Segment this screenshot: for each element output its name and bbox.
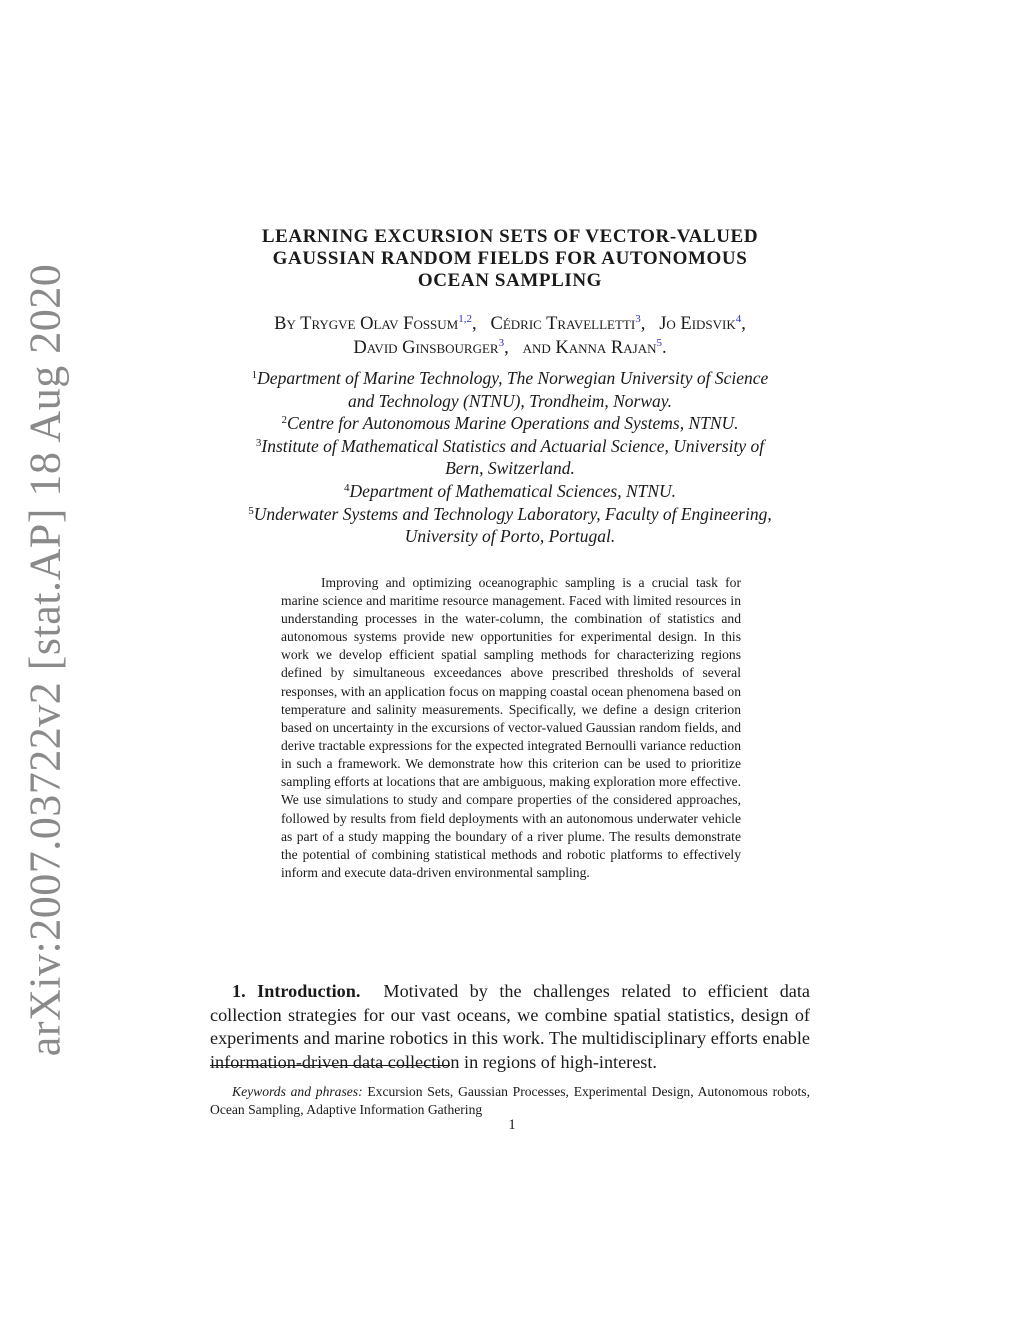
by-label: By [274,314,296,334]
affiliation-5-marker: 5 [248,504,254,517]
affiliation-3-marker: 3 [255,436,262,449]
title-line-2: GAUSSIAN RANDOM FIELDS FOR AUTONOMOUS [272,248,748,269]
author-travelletti-affil-ref[interactable]: 3 [635,313,641,325]
page-number: 1 [508,1117,516,1133]
affiliation-4-marker: 4 [343,481,350,494]
keywords-text: Excursion Sets, Gaussian Processes, Experimental Design, Autonomous robots, Ocean Sampling, Adaptive Information Gathering [210,1083,810,1117]
affiliation-3 [200,435,820,480]
affiliation-5-line-1: Underwater Systems and Technology Laboratory, Faculty of Engineering, [253,503,772,524]
affiliation-3-line-1: Institute of Mathematical Statistics and Actuarial Science, University of [261,435,765,456]
arxiv-identifier-stamp: arXiv:2007.03722v2 [stat.AP] 18 Aug 2020 [20,263,70,1057]
affiliation-4-line-1: Department of Mathematical Sciences, NTNU. [349,480,677,501]
affiliation-1-marker: 1 [251,369,258,381]
author-line-2: David Ginsbourger$^3$, and Kanna Rajan$^5$. [353,337,667,358]
footnote-rule [210,1065,450,1066]
affiliation-2-marker: 2 [281,414,287,427]
title-line-1: LEARNING EXCURSION SETS OF VECTOR-VALUED [261,226,759,247]
author-ginsbourger: David Ginsbourger [353,338,499,358]
author-travelletti: Cédric Travelletti [490,314,636,334]
introduction-paragraph [210,980,810,1074]
affiliation-4 [200,480,820,503]
author-rajan: Kanna Rajan [555,338,657,358]
affiliation-list [200,367,820,548]
affiliation-2 [200,412,820,435]
affiliation-1 [200,367,820,412]
author-eidsvik-affil-ref[interactable]: 4 [735,313,742,325]
author-ginsbourger-affil-ref[interactable]: 3 [498,337,505,349]
author-line-1: By Trygve Olav Fossum$^{1,2}$, Cédric Travelletti$^3$, Jo Eidsvik$^4$, [274,313,746,334]
and-label: and [522,338,551,358]
author-fossum-affil-ref[interactable]: 1,2 [458,313,472,325]
affiliation-3-line-2: Bern, Switzerland. [445,458,575,479]
title-line-3: OCEAN SAMPLING [417,270,603,291]
author-list [200,312,820,360]
affiliation-2-line-1: Centre for Autonomous Marine Operations and Systems, NTNU. [286,413,739,434]
abstract: Improving and optimizing oceanographic sampling is a crucial task for marine science and maritime resource management. Faced with limited resources in understanding processes in the water-column, the combination of statistics and autonomous systems provide new opportunities for experimental design. In this work we develop efficient spatial sampling methods for characterizing regions defined by simultaneous exceedances above prescribed thresholds of several responses, with an application focus on mapping coastal ocean phenomena based on temperature and salinity measurements. Specifically, we define a design criterion based on uncertainty in the excursions of vector-valued Gaussian random fields, and derive tractable expressions for the expected integrated Bernoulli variance reduction in such a framework. We demonstrate how this criterion can be used to prioritize sampling efforts at locations that are ambiguous, making exploration more effective. We use simulations to study and compare properties of the considered approaches, followed by results from field deployments with an autonomous underwater vehicle as part of a study mapping the boundary of a river plume. The results demonstrate the potential of combining statistical methods and robotic platforms to effectively inform and execute data-driven environmental sampling. [281,574,741,881]
keywords-label: Keywords and phrases: [232,1083,363,1099]
author-rajan-affil-ref[interactable]: 5 [656,337,662,349]
affiliation-5 [200,503,820,548]
introduction-heading: 1. Introduction. [232,981,361,1002]
keywords-footnote [210,1083,810,1119]
affiliation-5-line-2: University of Porto, Portugal. [404,526,616,547]
author-fossum: Trygve Olav Fossum [300,314,459,334]
introduction-text: Motivated by the challenges related to efficient data collection strategies for our vast oceans, we combine spatial statistics, design of experiments and marine robotics in this work. The multidisciplinary efforts enable information-driven data collection in regions of high-interest. [210,981,810,1072]
paper-title [200,226,820,292]
author-eidsvik: Jo Eidsvik [659,314,736,334]
affiliation-1-line-1: Department of Marine Technology, The Norwegian University of Science [257,368,769,388]
affiliation-1-line-2: and Technology (NTNU), Trondheim, Norway. [348,390,672,411]
